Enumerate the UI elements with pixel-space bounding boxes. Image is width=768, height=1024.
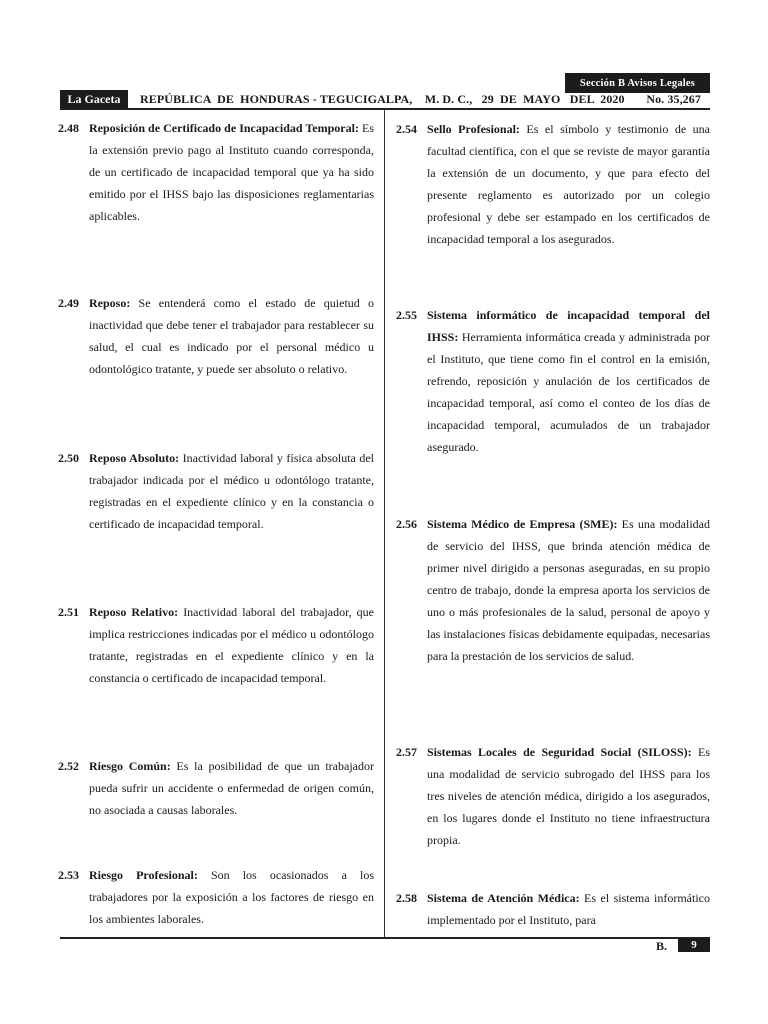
entry-term: Reposo Relativo: [89,605,179,619]
entry-text: Es una modalidad de servicio subrogado del IHSS para los tres niveles de atención médica, dirigido a los asegurados, en los lugares donde el Instituto no tiene infraestructura propia. [427,745,710,847]
entry-2-56 [396,513,710,667]
entry-body [427,118,710,250]
entry-body [427,887,710,931]
entry-number: 2.51 [58,605,79,619]
entry-text: Es la posibilidad de que un trabajador pueda sufrir un accidente o enfermedad de origen común, no asociada a causas laborales. [89,759,374,817]
entry-text: Es el símbolo y testimonio de una facultad científica, con el que se reviste de mayor garantía la extensión de un documento, y que para efecto del presente reglamento es autorizado por un colegio profesional y debe ser estampado en los certificados de incapacidad temporal a los asegurados. [427,122,711,246]
entry-number: 2.53 [58,868,79,882]
entry-number: 2.52 [58,759,79,773]
entry-text: Es el sistema informático implementado por el Instituto, para [427,891,711,927]
entry-body [89,117,374,227]
header-line-text: REPÚBLICA DE HONDURAS - TEGUCIGALPA, M. D. C., 29 DE MAYO DEL 2020 No. 35,267 [140,92,701,106]
entry-body [427,513,710,667]
entry-body [427,304,710,458]
entry-2-53 [58,864,374,930]
entry-number: 2.57 [396,745,417,759]
entry-term: Reposo Absoluto: [89,451,180,465]
entry-number: 2.56 [396,517,417,531]
entry-number: 2.49 [58,296,79,310]
footer-section-letter: B. [656,939,668,953]
entry-term: Reposición de Certificado de Incapacidad Temporal: [89,121,359,135]
gazette-name: La Gaceta [60,90,128,108]
page-number: 9 [678,938,710,952]
entry-number: 2.50 [58,451,79,465]
entry-2-57 [396,741,710,851]
entry-text: Inactividad laboral y física absoluta del trabajador indicada por el médico u odontólogo tratante, registradas en el expediente clínico y en la constancia o certificado de incapacidad temporal. [89,451,374,531]
entry-body [89,864,374,930]
entry-term: Sistema informático de incapacidad temporal del IHSS: [427,308,710,344]
column-divider [384,110,385,937]
entry-2-50 [58,447,374,535]
entry-2-58 [396,887,710,931]
entry-text: Se entenderá como el estado de quietud o inactividad que debe tener el trabajador para restablecer su salud, el cual es indicado por el personal médico u odontológico tratante, y puede ser absoluto o relativo. [89,296,374,376]
entry-term: Reposo: [89,296,131,310]
entry-body [89,447,374,535]
entry-body [89,755,374,821]
entry-text: Herramienta informática creada y administrada por el Instituto, que tiene como fin el control en la emisión, refrendo, reposición y anulación de los certificados de incapacidad temporal, así como el conteo de los días de incapacidad temporal, acumulados de un trabajador asegurado. [427,330,710,454]
entry-term: Sello Profesional: [427,122,520,136]
entry-term: Riesgo Profesional: [89,868,198,882]
entry-2-48 [58,117,374,227]
entry-2-52 [58,755,374,821]
entry-number: 2.55 [396,308,417,322]
entry-2-49 [58,292,374,380]
entry-2-51 [58,601,374,689]
entry-term: Sistema Médico de Empresa (SME): [427,517,618,531]
entry-term: Sistemas Locales de Seguridad Social (SILOSS): [427,745,692,759]
entry-body [89,601,374,689]
entry-text: Inactividad laboral del trabajador, que implica restricciones indicadas por el médico u odontólogo tratante, registradas en el expediente clínico y en la constancia o certificado de incapacidad temporal. [89,605,374,685]
footer-rule [60,937,710,939]
entry-2-55 [396,304,710,458]
entry-number: 2.58 [396,891,417,905]
entry-2-54 [396,118,710,250]
entry-text: Son los ocasionados a los trabajadores por la exposición a los factores de riesgo en los ambientes laborales. [89,868,374,926]
entry-body [427,741,710,851]
entry-number: 2.54 [396,122,417,136]
entry-text: Es una modalidad de servicio del IHSS, que brinda atención médica de primer nivel dirigido a personas aseguradas, en su propio centro de trabajo, donde la empresa aporta los servicios de uno o más profesionales de la salud, personal de apoyo y las instalaciones físicas debidamente equipadas, necesarias para la prestación de los servicios de salud. [427,517,710,663]
entry-number: 2.48 [58,121,79,135]
entry-body [89,292,374,380]
entry-term: Sistema de Atención Médica: [427,891,580,905]
entry-text: Es la extensión previo pago al Instituto cuando corresponda, de un certificado de incapacidad temporal que ya ha sido emitido por el IHSS bajo las disposiciones reglamentarias aplicables. [89,121,375,223]
entry-term: Riesgo Común: [89,759,171,773]
section-label: Sección B Avisos Legales [565,73,710,93]
